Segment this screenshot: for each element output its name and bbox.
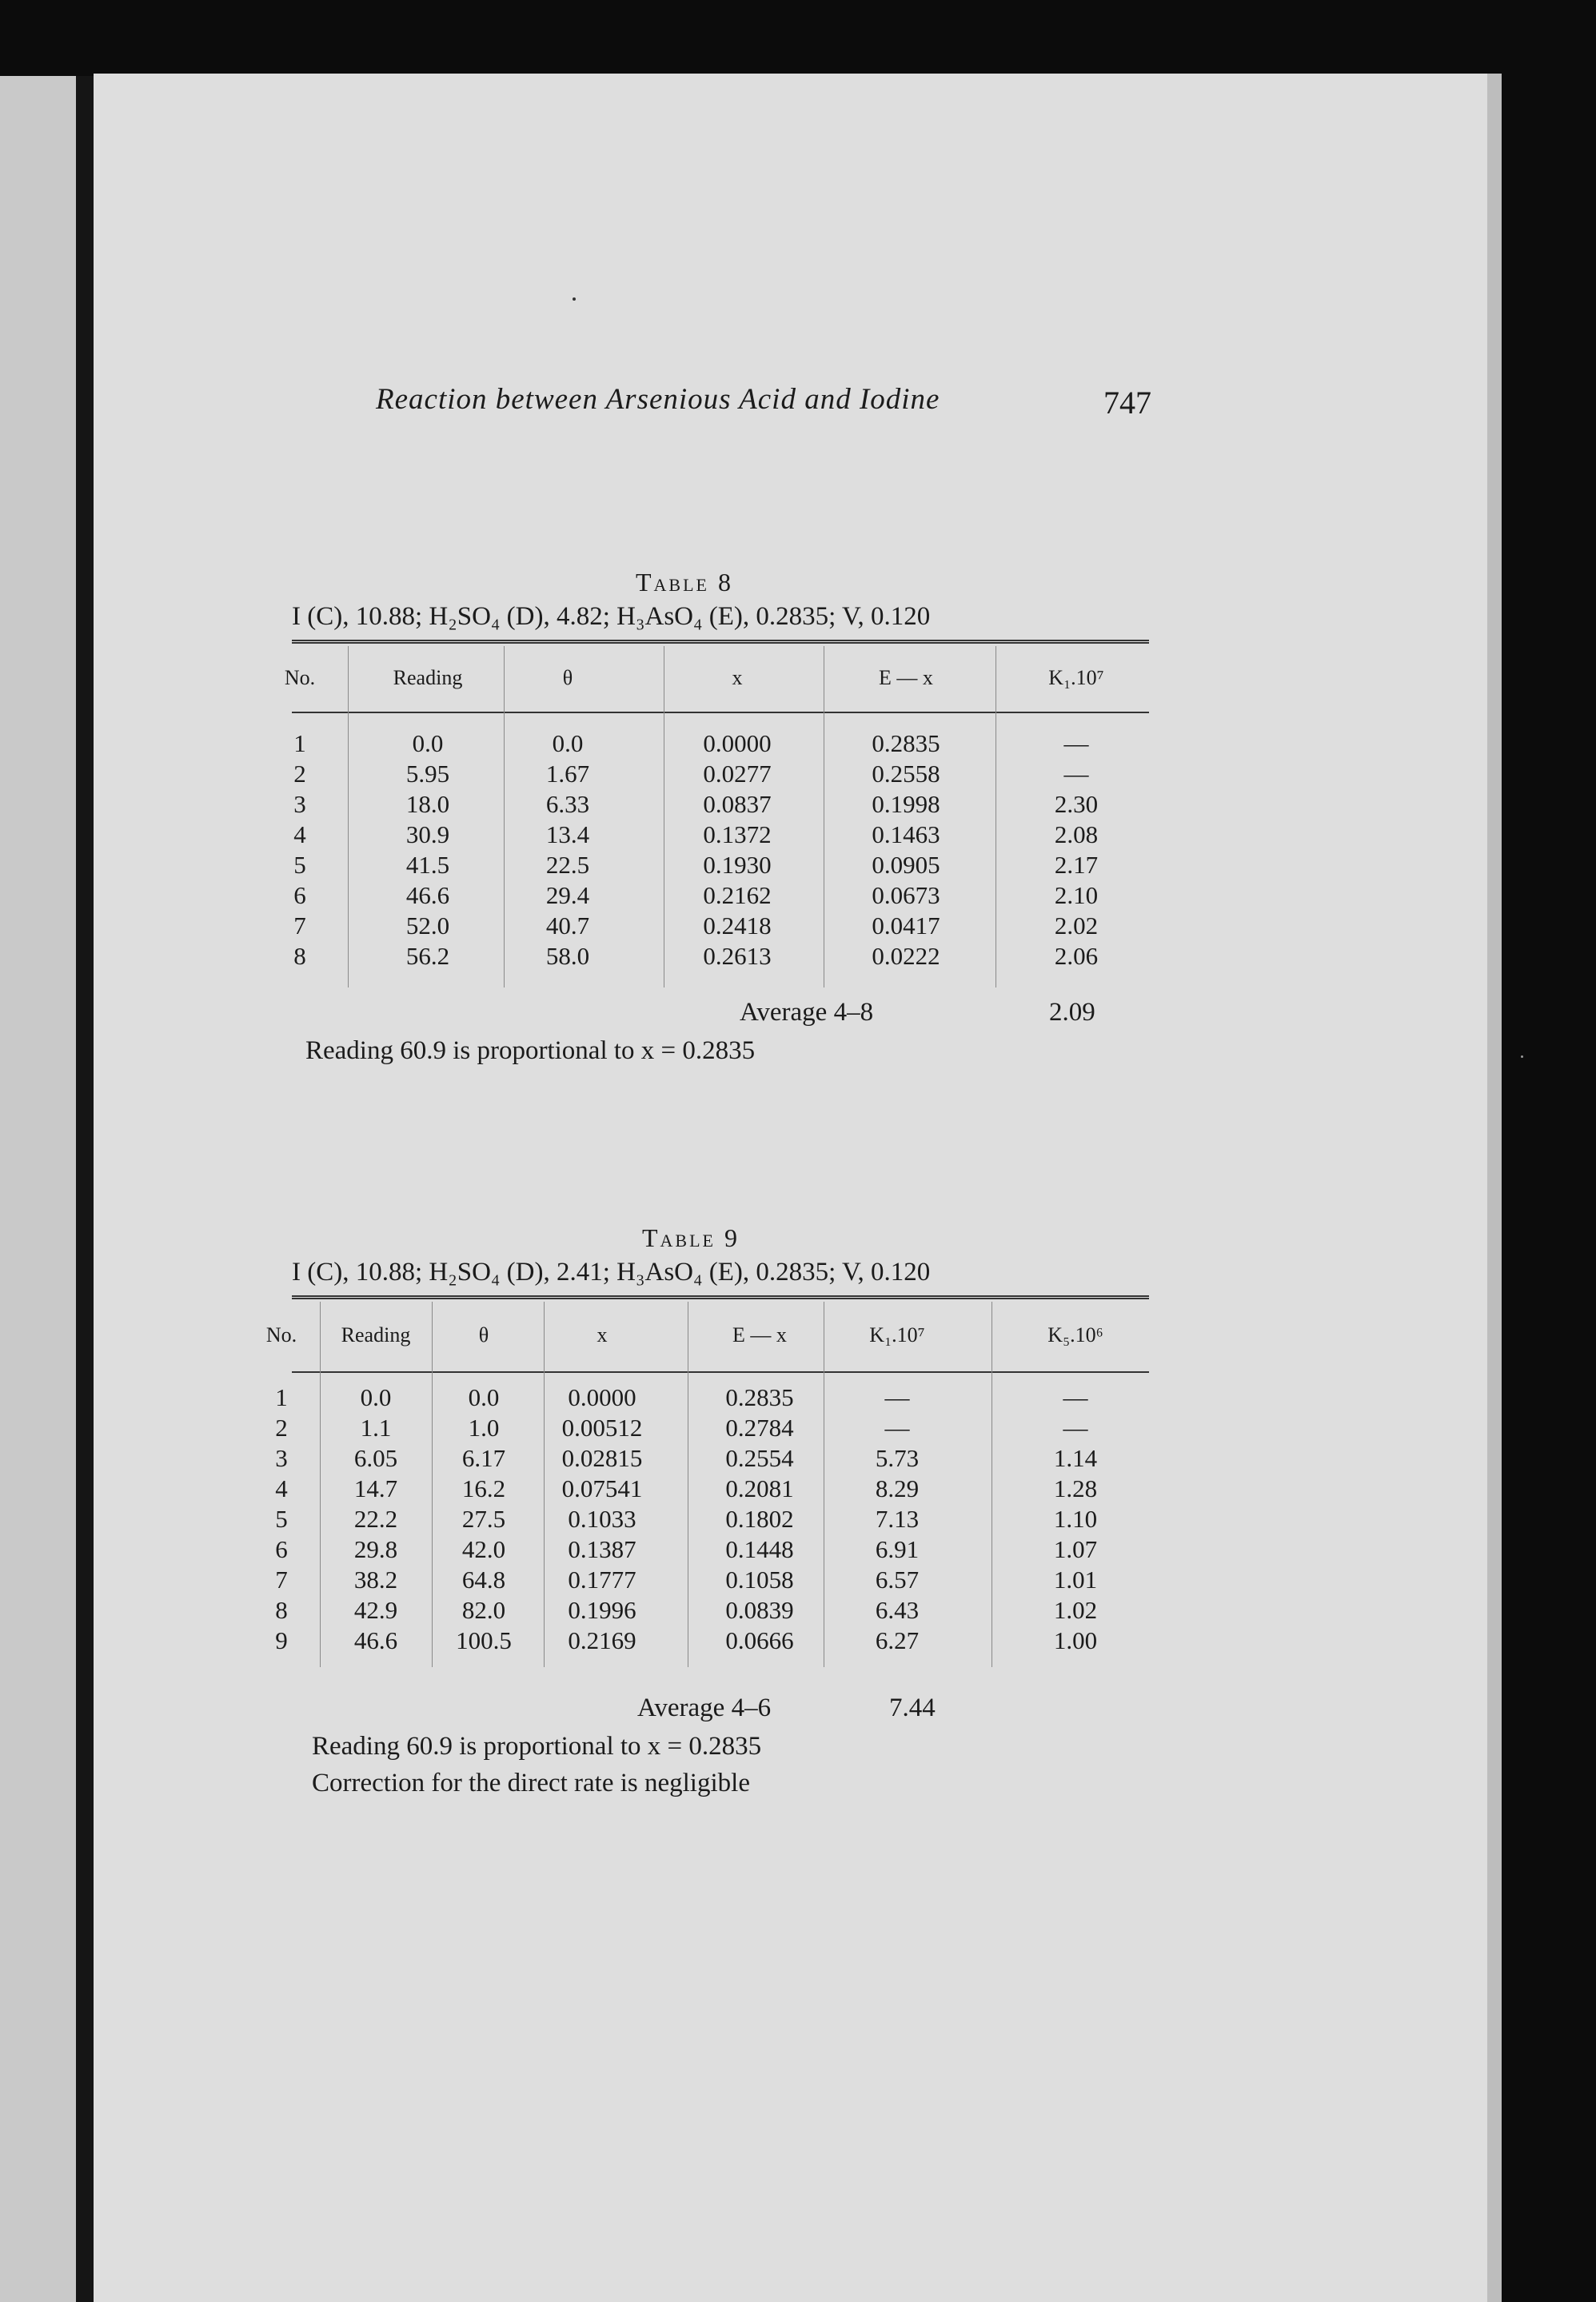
table8-cell: 2.30 [1054, 790, 1099, 818]
table9-cell: 6.57 [875, 1566, 920, 1594]
table8-header-4: E — x [879, 666, 933, 689]
table8-cell: 46.6 [405, 881, 450, 909]
table9-cell: 1.1 [360, 1414, 392, 1442]
table9-cell: 7.13 [875, 1505, 920, 1533]
table9-header-6: K₅.10⁶ [1047, 1323, 1103, 1346]
table8-cell: — [1063, 729, 1089, 757]
book-gutter [76, 76, 94, 2302]
table8-cell: 5 [293, 851, 306, 879]
table9-cell: 100.5 [456, 1626, 512, 1654]
table9-note-correction: Correction for the direct rate is negligible [312, 1769, 750, 1797]
table9-cell: 0.1387 [568, 1535, 636, 1563]
table8-header-0: No. [284, 666, 316, 689]
table9-header-5: K₁.10⁷ [869, 1323, 925, 1346]
table9-cell: 1.00 [1053, 1626, 1098, 1654]
table9-top-rule [292, 1295, 1149, 1299]
table8-cell: 4 [293, 820, 306, 848]
table9-cell: 6.43 [875, 1596, 920, 1624]
table8-cell: 29.4 [545, 881, 590, 909]
table8-cell: 1.67 [545, 760, 590, 788]
table8-cell: 1 [293, 729, 306, 757]
table9-cell: 0.2554 [725, 1444, 794, 1472]
table9-cell: 64.8 [461, 1566, 506, 1594]
table9-cell: 1.28 [1053, 1474, 1098, 1502]
page-edge-shadow [1487, 74, 1502, 2302]
table9-title: Table 9 [642, 1223, 740, 1252]
table8-cell: 0.1930 [703, 851, 772, 879]
table9-header-rule [292, 1371, 1149, 1373]
table8-cell: 56.2 [405, 942, 450, 970]
table9-header-4: E — x [732, 1323, 787, 1346]
table9-column-divider [432, 1302, 433, 1667]
table9-cell: 42.9 [353, 1596, 398, 1624]
table8-cell: 0.0000 [703, 729, 772, 757]
table9-cell: 0.00512 [561, 1414, 643, 1442]
table9-cell: 0.1448 [725, 1535, 794, 1563]
table9-cell: 1.07 [1053, 1535, 1098, 1563]
table8-cell: 0.1998 [872, 790, 940, 818]
table8-column-divider [504, 646, 505, 987]
table8-cell: 2.02 [1054, 912, 1099, 940]
table9-cell: 0.1058 [725, 1566, 794, 1594]
facing-page-edge [0, 76, 76, 2302]
table8-cell: 58.0 [545, 942, 590, 970]
dust-speck [573, 297, 576, 301]
table8-cell: — [1063, 760, 1089, 788]
table8-cell: 0.2613 [703, 942, 772, 970]
dust-speck [1521, 1055, 1523, 1058]
table8-cell: 0.2835 [872, 729, 940, 757]
table8-top-rule [292, 640, 1149, 644]
table8-cell: 40.7 [545, 912, 590, 940]
table9-cell: 6.05 [353, 1444, 398, 1472]
table9-cell: 6.91 [875, 1535, 920, 1563]
table8-cell: 18.0 [405, 790, 450, 818]
table9-cell: 0.2081 [725, 1474, 794, 1502]
table9-average-value: 7.44 [889, 1694, 936, 1722]
table9-note-proportional: Reading 60.9 is proportional to x = 0.2835 [312, 1732, 762, 1761]
table8-cell: 5.95 [405, 760, 450, 788]
table8-average-value: 2.09 [1049, 998, 1095, 1027]
table9-cell: 0.0 [468, 1383, 500, 1411]
table9-cell: 1.10 [1053, 1505, 1098, 1533]
table8-cell: 3 [293, 790, 306, 818]
table9-cell: 9 [275, 1626, 288, 1654]
table8-cell: 0.0222 [872, 942, 940, 970]
table8-header-1: Reading [393, 666, 463, 689]
table9-header-0: No. [265, 1323, 297, 1346]
table8-cell: 2 [293, 760, 306, 788]
table9-cell: 2 [275, 1414, 288, 1442]
table8-average-label: Average 4–8 [740, 998, 874, 1027]
table9-cell: 0.0000 [568, 1383, 636, 1411]
table9-cell: 29.8 [353, 1535, 398, 1563]
table9-cell: 22.2 [353, 1505, 398, 1533]
table8-cell: 0.0 [552, 729, 584, 757]
table9-cell: 14.7 [353, 1474, 398, 1502]
table8-cell: 0.0417 [872, 912, 940, 940]
table8-cell: 0.2418 [703, 912, 772, 940]
table8-title: Table 8 [636, 568, 733, 596]
table8-cell: 2.10 [1054, 881, 1099, 909]
table9-cell: 6 [275, 1535, 288, 1563]
table9-cell: 8 [275, 1596, 288, 1624]
table9-cell: 0.0 [360, 1383, 392, 1411]
table9-cell: 6.17 [461, 1444, 506, 1472]
table8-column-divider [348, 646, 349, 987]
table8-cell: 2.08 [1054, 820, 1099, 848]
table9-cell: 0.07541 [561, 1474, 643, 1502]
table8-cell: 0.1463 [872, 820, 940, 848]
table9-cell: 0.0839 [725, 1596, 794, 1624]
table9-cell: 16.2 [461, 1474, 506, 1502]
table9-cell: 3 [275, 1444, 288, 1472]
table9-cell: 0.1777 [568, 1566, 636, 1594]
table8-cell: 41.5 [405, 851, 450, 879]
table9-cell: 4 [275, 1474, 288, 1502]
table8-cell: 0.0 [412, 729, 444, 757]
table9-cell: 6.27 [875, 1626, 920, 1654]
table9-cell: 38.2 [353, 1566, 398, 1594]
table9-cell: 1.14 [1053, 1444, 1098, 1472]
table8-cell: 22.5 [545, 851, 590, 879]
table9-cell: 7 [275, 1566, 288, 1594]
table8-header-5: K₁.10⁷ [1048, 666, 1104, 689]
table8-cell: 6.33 [545, 790, 590, 818]
table9-cell: 0.2169 [568, 1626, 636, 1654]
table9-column-divider [320, 1302, 321, 1667]
table8-cell: 0.0277 [703, 760, 772, 788]
table9-cell: 1.02 [1053, 1596, 1098, 1624]
table8-header-rule [292, 712, 1149, 713]
table9-header-2: θ [478, 1323, 489, 1346]
table9-cell: 42.0 [461, 1535, 506, 1563]
table8-cell: 0.0905 [872, 851, 940, 879]
table9-cell: 0.0666 [725, 1626, 794, 1654]
table8-header-3: x [732, 666, 743, 689]
table8-cell: 0.0673 [872, 881, 940, 909]
table9-conditions: I (C), 10.88; H₂SO₄ (D), 2.41; H₃AsO₄ (E), 0.2835; V, 0.120 [292, 1258, 931, 1287]
table9-cell: 46.6 [353, 1626, 398, 1654]
table8-cell: 0.0837 [703, 790, 772, 818]
table8-cell: 0.2558 [872, 760, 940, 788]
table8-cell: 2.06 [1054, 942, 1099, 970]
table8-cell: 13.4 [545, 820, 590, 848]
table9-header-1: Reading [341, 1323, 411, 1346]
table8-header-2: θ [562, 666, 573, 689]
table9-cell: 8.29 [875, 1474, 920, 1502]
table9-cell: 0.1996 [568, 1596, 636, 1624]
table9-cell: 82.0 [461, 1596, 506, 1624]
table8-cell: 8 [293, 942, 306, 970]
table9-cell: 27.5 [461, 1505, 506, 1533]
table9-cell: 1.01 [1053, 1566, 1098, 1594]
table9-cell: — [1063, 1383, 1088, 1411]
page-number: 747 [1103, 385, 1151, 421]
table9-cell: — [1063, 1414, 1088, 1442]
table9-cell: 0.02815 [561, 1444, 643, 1472]
table8-cell: 30.9 [405, 820, 450, 848]
table8-cell: 0.2162 [703, 881, 772, 909]
table8-note: Reading 60.9 is proportional to x = 0.2835 [305, 1036, 756, 1065]
running-head: Reaction between Arsenious Acid and Iodine [376, 383, 940, 416]
table8-cell: 2.17 [1054, 851, 1099, 879]
table9-cell: — [884, 1383, 910, 1411]
table8-cell: 7 [293, 912, 306, 940]
table9-header-3: x [597, 1323, 608, 1346]
table8-cell: 0.1372 [703, 820, 772, 848]
table9-cell: 1.0 [468, 1414, 500, 1442]
table9-cell: — [884, 1414, 910, 1442]
table9-cell: 0.2835 [725, 1383, 794, 1411]
table8-cell: 6 [293, 881, 306, 909]
table9-cell: 0.2784 [725, 1414, 794, 1442]
table9-column-divider [544, 1302, 545, 1667]
table9-cell: 0.1802 [725, 1505, 794, 1533]
table9-average-label: Average 4–6 [637, 1694, 772, 1722]
table9-cell: 0.1033 [568, 1505, 636, 1533]
table9-cell: 5.73 [875, 1444, 920, 1472]
table8-cell: 52.0 [405, 912, 450, 940]
table9-cell: 1 [275, 1383, 288, 1411]
table9-cell: 5 [275, 1505, 288, 1533]
table8-conditions: I (C), 10.88; H₂SO₄ (D), 4.82; H₃AsO₄ (E), 0.2835; V, 0.120 [292, 602, 931, 631]
